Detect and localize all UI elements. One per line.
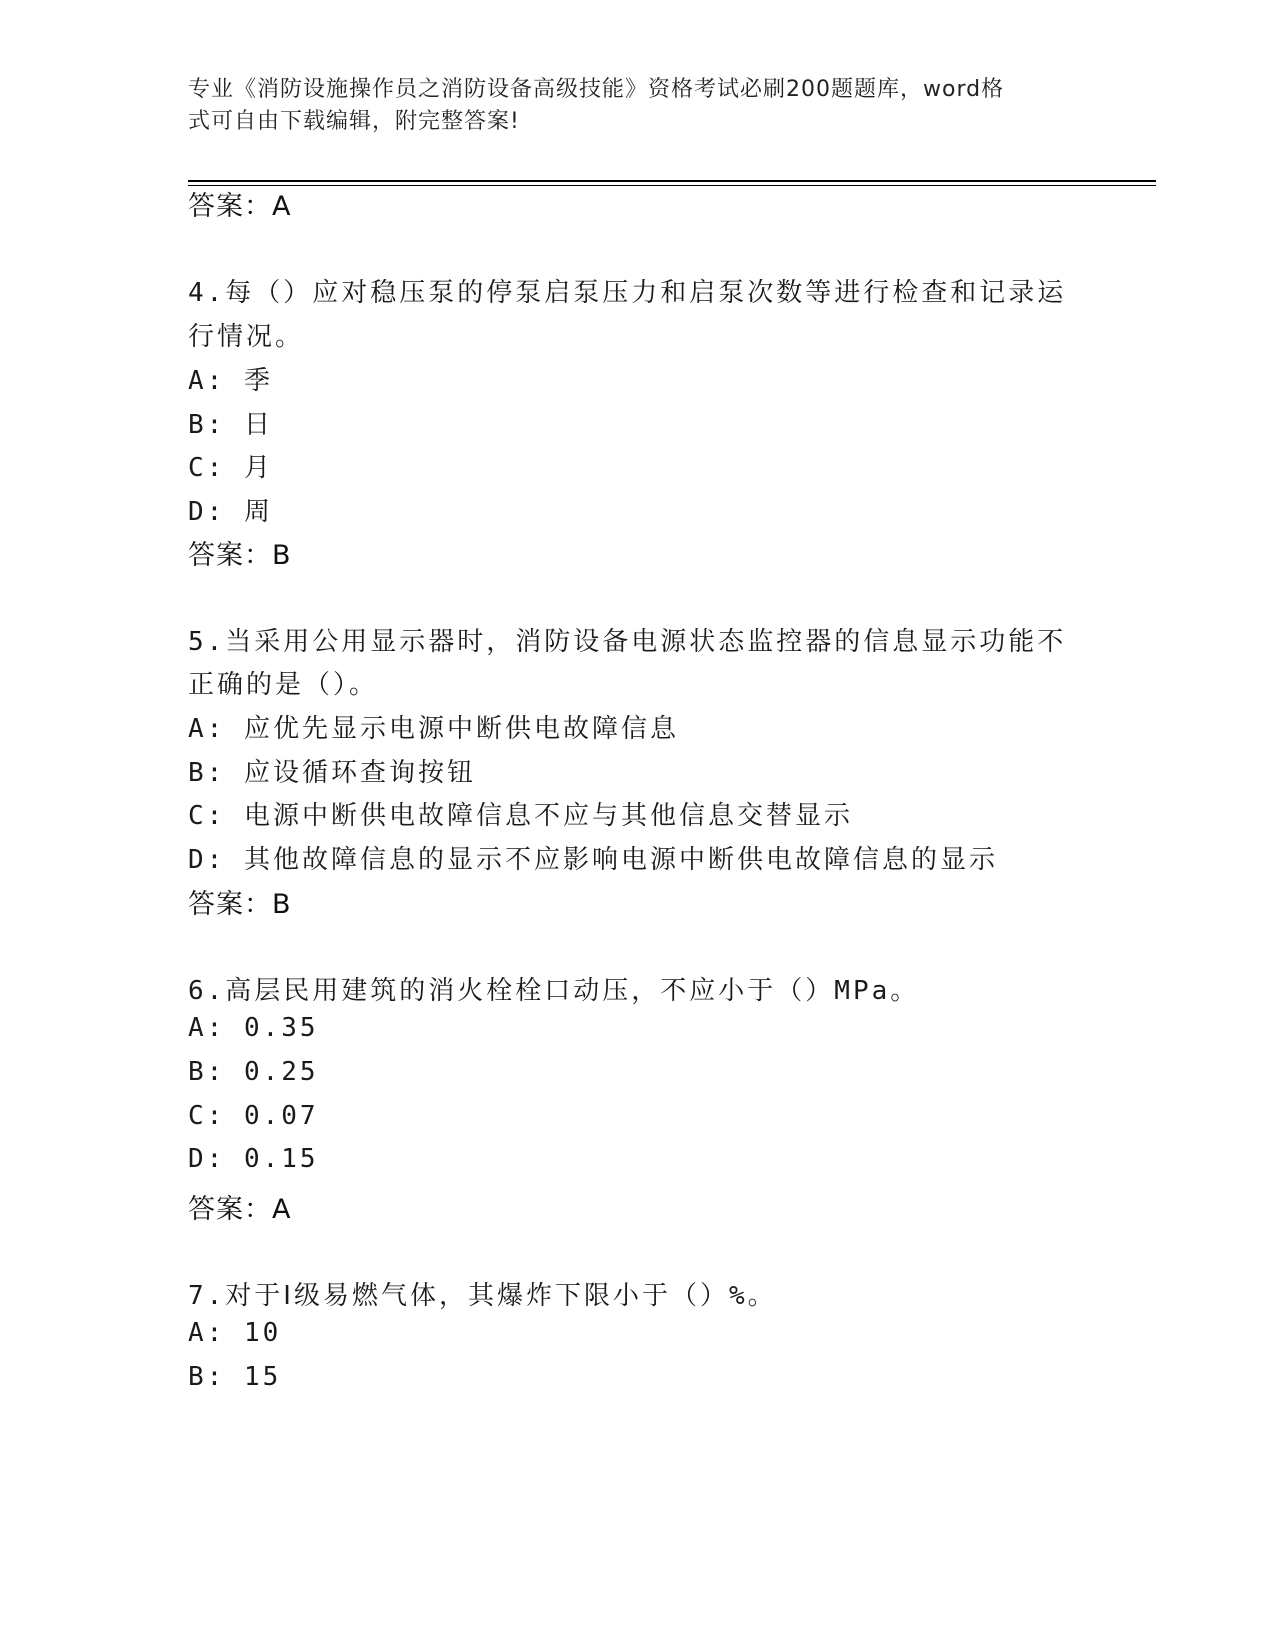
question-7-stem-line-1: 7.对于Ⅰ级易燃气体，其爆炸下限小于（）%。 <box>188 1281 777 1311</box>
question-5-answer: 答案：B <box>188 889 292 920</box>
question-6-option-a: A: 0.35 <box>188 1013 319 1043</box>
question-5-stem-line-1: 5.当采用公用显示器时，消防设备电源状态监控器的信息显示功能不 <box>188 627 1067 657</box>
document-header <box>188 74 1088 138</box>
question-5-stem-line-2: 正确的是（）。 <box>188 670 379 700</box>
question-4-stem-line-1: 4.每（）应对稳压泵的停泵启泵压力和启泵次数等进行检查和记录运 <box>188 278 1067 308</box>
answer-previous: 答案：A <box>188 191 292 222</box>
question-4-answer: 答案：B <box>188 540 292 571</box>
question-4-option-d: D: 周 <box>188 497 273 527</box>
question-4-option-a: A: 季 <box>188 366 273 396</box>
question-7-option-b: B: 15 <box>188 1362 282 1392</box>
question-5-option-c: C: 电源中断供电故障信息不应与其他信息交替显示 <box>188 801 853 831</box>
header-divider <box>188 180 1156 182</box>
header-line-2: 式可自由下载编辑，附完整答案! <box>188 109 520 134</box>
question-6-option-c: C: 0.07 <box>188 1101 319 1131</box>
question-6-stem-line-1: 6.高层民用建筑的消火栓栓口动压，不应小于（）MPa。 <box>188 976 920 1006</box>
question-6-option-b: B: 0.25 <box>188 1057 319 1087</box>
question-4-stem-line-2: 行情况。 <box>188 322 305 352</box>
question-5-option-a: A: 应优先显示电源中断供电故障信息 <box>188 714 679 744</box>
question-4-option-c: C: 月 <box>188 453 273 483</box>
header-line-1: 专业《消防设施操作员之消防设备高级技能》资格考试必刷200题题库，word格 <box>188 77 1005 102</box>
question-5-option-b: B: 应设循环查询按钮 <box>188 758 476 788</box>
question-7-option-a: A: 10 <box>188 1318 282 1348</box>
question-5-option-d: D: 其他故障信息的显示不应影响电源中断供电故障信息的显示 <box>188 845 998 875</box>
question-6-answer: 答案：A <box>188 1194 292 1225</box>
question-4-option-b: B: 日 <box>188 410 273 440</box>
question-6-option-d: D: 0.15 <box>188 1144 319 1174</box>
header-divider-thin <box>188 185 1156 186</box>
